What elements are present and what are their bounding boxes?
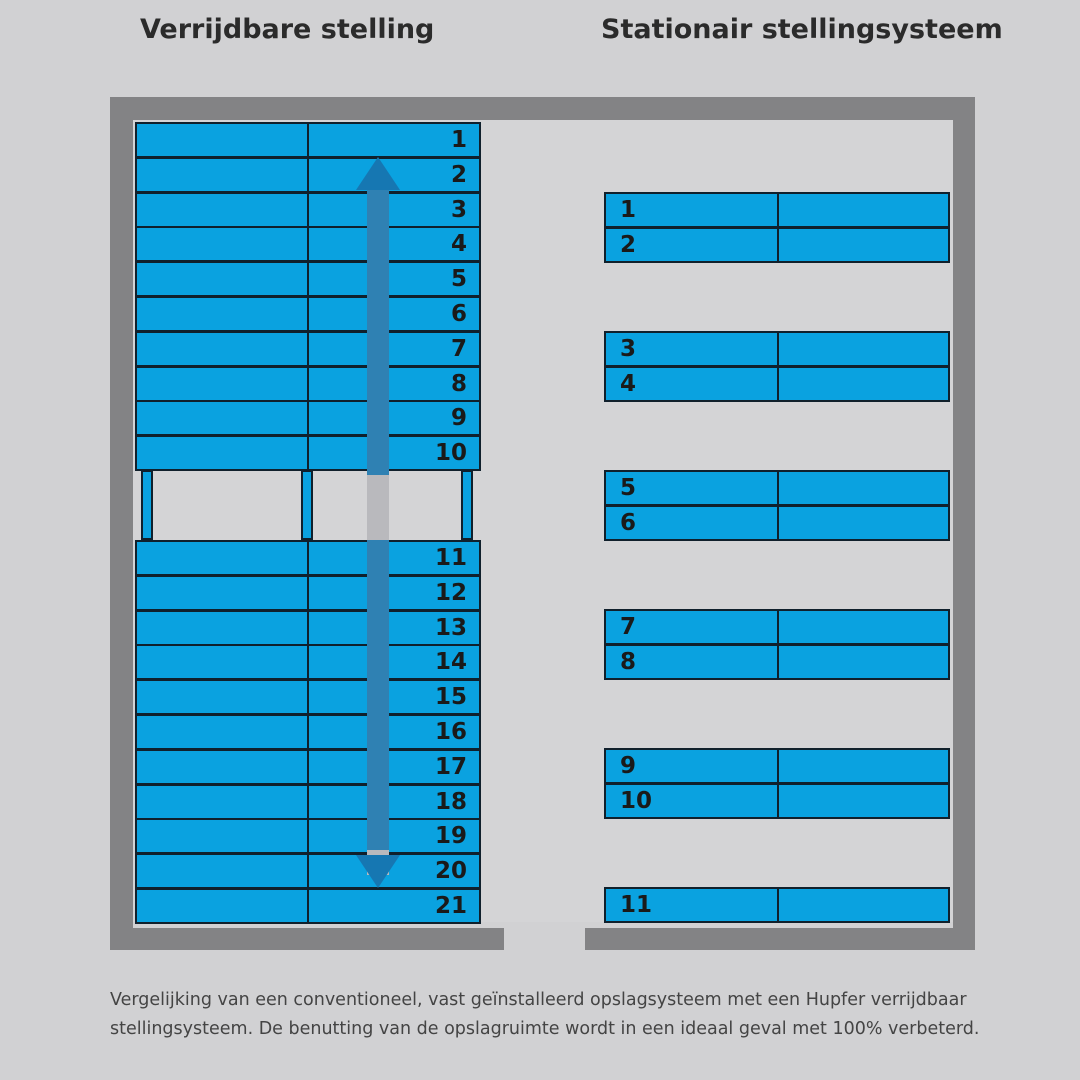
stationary-shelf (604, 192, 950, 228)
shelf-divider (777, 368, 779, 400)
shelf-divider (307, 437, 309, 469)
shelf-divider (777, 750, 779, 782)
shelf-number: 1 (620, 197, 637, 223)
shelf-divider (777, 194, 779, 226)
mobile-shelf (135, 122, 481, 158)
shelf-number: 7 (620, 614, 637, 640)
mobile-shelf (135, 296, 481, 332)
caption-line-2: stellingsysteem. De benutting van de opslagruimte wordt in een ideaal geval met 100% verbeterd. (110, 1019, 980, 1039)
shelf-post-left (141, 470, 153, 540)
shelf-divider (307, 333, 309, 365)
shelf-number: 11 (434, 545, 467, 571)
stationary-shelf (604, 748, 950, 784)
shelf-number: 20 (434, 858, 467, 885)
shelf-post-middle (301, 470, 313, 540)
shelf-divider (307, 716, 309, 748)
mobile-shelf (135, 853, 481, 889)
shelf-divider (307, 820, 309, 852)
stationary-shelf (604, 470, 950, 506)
shelf-number: 13 (434, 614, 467, 641)
mobile-shelf (135, 714, 481, 750)
stationary-shelf (604, 366, 950, 402)
stationary-shelf (604, 783, 950, 819)
mobile-shelf (135, 575, 481, 611)
shelf-number: 15 (434, 684, 467, 711)
shelf-post-right (461, 470, 473, 540)
shelf-divider (307, 681, 309, 713)
shelf-divider (307, 298, 309, 330)
mobile-shelf (135, 366, 481, 402)
shelf-divider (307, 612, 309, 644)
shelf-divider (307, 263, 309, 295)
shelf-divider (307, 577, 309, 609)
shelf-divider (307, 368, 309, 400)
stationary-shelf (604, 609, 950, 645)
arrow-shaft-dark (367, 185, 389, 475)
shelf-number: 21 (434, 893, 467, 919)
shelf-number: 2 (450, 161, 467, 188)
shelf-number: 19 (434, 823, 467, 850)
shelf-divider (307, 751, 309, 783)
mobile-shelf (135, 226, 481, 262)
mobile-shelving-title: Verrijdbare stelling (140, 14, 435, 45)
shelf-divider (307, 646, 309, 678)
mobile-shelf (135, 888, 481, 924)
mobile-shelf (135, 400, 481, 436)
mobile-shelf (135, 749, 481, 785)
room-wall-bottom-left (110, 928, 504, 950)
shelf-number: 18 (434, 788, 467, 815)
shelf-divider (777, 507, 779, 539)
stationary-shelf (604, 644, 950, 680)
shelf-number: 4 (450, 231, 467, 258)
room-wall-left (110, 97, 133, 950)
shelf-number: 5 (620, 475, 637, 501)
shelf-divider (777, 229, 779, 261)
mobile-shelf (135, 331, 481, 367)
shelf-divider (307, 194, 309, 226)
shelf-number: 5 (450, 266, 467, 293)
double-headed-arrow-icon (352, 155, 404, 890)
shelf-number: 9 (620, 753, 637, 779)
shelf-divider (777, 889, 779, 921)
shelf-number: 14 (434, 649, 467, 676)
mobile-shelf (135, 610, 481, 646)
shelf-number: 2 (620, 232, 637, 258)
shelf-divider (307, 159, 309, 191)
shelf-divider (307, 855, 309, 887)
mobile-shelf (135, 540, 481, 576)
shelf-number: 7 (450, 335, 467, 362)
room-wall-top (110, 97, 975, 120)
shelf-number: 1 (450, 127, 467, 153)
arrow-head-down (356, 855, 400, 888)
shelf-divider (777, 333, 779, 365)
stationary-shelf (604, 227, 950, 263)
stationary-shelf (604, 887, 950, 923)
room-wall-right (953, 97, 975, 950)
shelf-number: 8 (620, 649, 637, 675)
mobile-shelf (135, 157, 481, 193)
shelf-divider (307, 542, 309, 574)
shelf-divider (307, 890, 309, 922)
caption (110, 986, 1010, 1044)
mobile-shelf (135, 261, 481, 297)
arrow-shaft-dark-lower (367, 540, 389, 850)
mobile-shelf (135, 192, 481, 228)
mobile-shelf (135, 644, 481, 680)
shelf-divider (777, 785, 779, 817)
shelf-number: 9 (450, 405, 467, 432)
shelf-number: 6 (450, 301, 467, 327)
mobile-shelf (135, 435, 481, 471)
shelf-number: 3 (620, 336, 637, 362)
shelf-divider (307, 228, 309, 260)
shelf-number: 16 (434, 719, 467, 745)
mobile-shelf (135, 818, 481, 854)
shelf-number: 3 (450, 196, 467, 223)
shelf-number: 17 (434, 753, 467, 780)
shelf-number: 10 (434, 440, 467, 467)
shelf-divider (777, 611, 779, 643)
caption-line-1: Vergelijking van een conventioneel, vast geïnstalleerd opslagsysteem met een Hupfer verrijdbaar (110, 990, 967, 1010)
stationary-shelf (604, 505, 950, 541)
shelf-number: 10 (620, 788, 653, 814)
arrow-head-up (356, 157, 400, 190)
stationary-shelving-title: Stationair stellingsysteem (601, 14, 1003, 45)
stationary-shelf (604, 331, 950, 367)
mobile-shelf (135, 679, 481, 715)
shelf-divider (777, 646, 779, 678)
shelf-number: 6 (620, 510, 637, 536)
mobile-shelf (135, 784, 481, 820)
shelf-number: 12 (434, 579, 467, 606)
shelf-number: 4 (620, 371, 637, 397)
shelf-divider (307, 124, 309, 156)
room-wall-bottom-right (585, 928, 975, 950)
shelf-number: 11 (620, 892, 653, 918)
shelf-divider (307, 786, 309, 818)
shelf-number: 8 (450, 370, 467, 397)
shelf-divider (777, 472, 779, 504)
shelf-divider (307, 402, 309, 434)
